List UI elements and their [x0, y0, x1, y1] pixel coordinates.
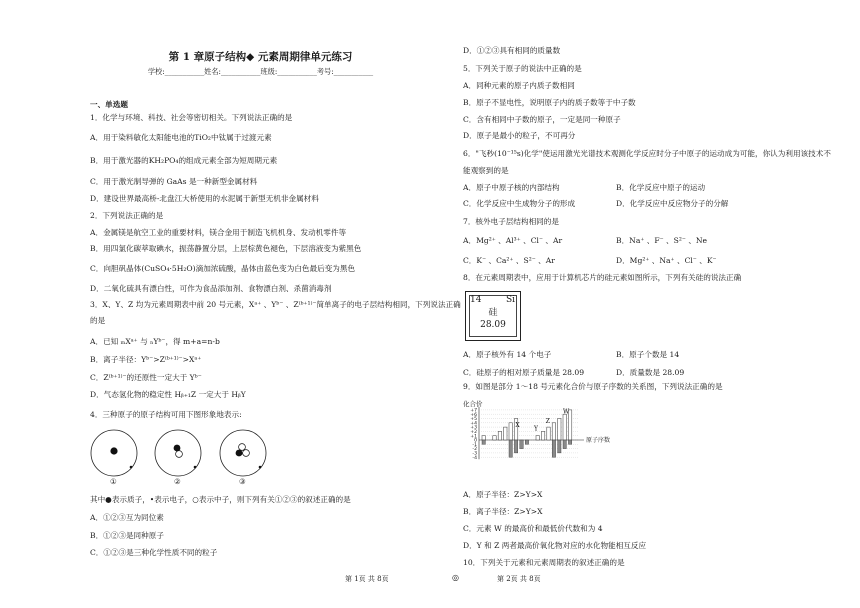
- left-question-line: 1．化学与环境、科技、社会等密切相关。下列说法正确的是: [90, 113, 293, 122]
- left-question-line: 2．下列说法正确的是: [90, 211, 164, 220]
- option-left: C．化学反应中生成物分子的形成: [463, 199, 576, 208]
- footer-page-right: 第 2页 共 8页: [497, 575, 541, 583]
- left-question-line: B．用于激光器的KH₂PO₄的组成元素全部为短周期元素: [90, 156, 278, 165]
- element-mass: 28.09: [480, 320, 506, 330]
- y-tick-label: -2: [472, 447, 477, 453]
- left-question-line: 4．三种原子的原子结构可用下图形象地表示:: [90, 410, 242, 419]
- bar-positive: [498, 431, 501, 440]
- option-left: A．原子中原子核的内部结构: [463, 183, 560, 192]
- bar-negative: [514, 440, 517, 453]
- bar-positive: [541, 431, 544, 440]
- y-tick-label: +6: [470, 412, 477, 418]
- bar-positive: [563, 414, 566, 440]
- bar-negative: [552, 440, 555, 457]
- bar-negative: [563, 440, 566, 449]
- valence-chart: [463, 400, 623, 480]
- y-tick-label: +3: [470, 425, 477, 431]
- element-symbol: Si: [505, 295, 515, 305]
- right-question-line: 10．下列关于元素和元素周期表的叙述正确的是: [463, 558, 625, 567]
- right-question-line: 能观察到的是: [463, 166, 509, 175]
- right-question-line: B．离子半径：Z>Y>X: [463, 507, 543, 516]
- bar-positive: [547, 427, 550, 440]
- y-tick-label: 0: [474, 438, 477, 444]
- left-question-line: D．建设世界最高桥-北盘江大桥使用的水泥属于新型无机非金属材料: [90, 194, 319, 203]
- right-question-line: 7．核外电子层结构相同的是: [463, 217, 559, 226]
- option-left: A．Mg²⁺ 、Al³⁺ 、Cl⁻ 、Ar: [463, 236, 563, 245]
- right-question-line: D．①②③具有相同的质量数: [463, 46, 561, 55]
- y-tick-label: +4: [470, 421, 477, 427]
- option-right: D．化学反应中反应物分子的分解: [616, 199, 729, 208]
- element-atomic-number: 14: [470, 295, 482, 305]
- atom-label-3: ③: [239, 477, 246, 486]
- section-heading: 一、单选题: [90, 100, 128, 109]
- option-right: D．质量数是 28.09: [616, 368, 685, 377]
- y-axis-label: 化合价: [463, 400, 483, 408]
- right-question-line: D．原子是最小的粒子，不可再分: [463, 131, 576, 140]
- y-tick-label: -4: [472, 455, 477, 461]
- bar-positive: [493, 436, 496, 440]
- atom-diagrams: [88, 428, 288, 488]
- left-question-line: A．金属镁是航空工业的重要材料，镁合金用于制造飞机机身、发动机零件等: [90, 228, 347, 237]
- y-tick-label: -3: [472, 451, 477, 457]
- bar-negative: [509, 440, 512, 457]
- bar-negative: [482, 440, 485, 444]
- left-question-line: 3．X、Y、Z 均为元素周期表中前 20 号元素，Xᵃ⁺ 、Yᵇ⁻ 、Z⁽ᵇ⁺¹⁾⁻简单离子的电子层结构相同，下列说法正确: [90, 300, 461, 309]
- point-label-z: Z: [545, 417, 550, 425]
- footer-binding-mark: ◎: [452, 573, 459, 582]
- atom-3: [220, 430, 266, 476]
- bar-negative: [525, 440, 528, 444]
- bar-negative: [568, 440, 571, 444]
- bar-positive: [536, 436, 539, 440]
- left-question-line: C．Z⁽ᵇ⁺¹⁾⁻的还原性一定大于 Yᵇ⁻: [90, 373, 202, 382]
- option-right: B．原子个数是 14: [616, 350, 680, 359]
- left-question-line: C．向胆矾晶体(CuSO₄·5H₂O)滴加浓硫酸，晶体由蓝色变为白色最后变为黑色: [90, 264, 356, 273]
- bar-negative: [558, 440, 561, 453]
- x-axis-label: 原子序数: [586, 437, 611, 444]
- right-question-line: C．含有相同中子数的原子，一定是同一种原子: [463, 115, 621, 124]
- atom-1: [91, 430, 137, 476]
- y-tick-label: +5: [470, 417, 477, 423]
- right-question-line: A．同种元素的原子内质子数相同: [463, 81, 575, 90]
- y-tick-label: +7: [470, 408, 477, 414]
- left-question-line: D．气态氢化物的稳定性 Hᵦ₊₁Z 一定大于 HᵦY: [90, 390, 246, 399]
- left-question-line: C．①②③是三种化学性质不同的粒子: [90, 548, 218, 557]
- option-right: D．Mg²⁺ 、Na⁺ 、Cl⁻ 、K⁻: [616, 256, 717, 265]
- y-tick-label: +2: [470, 430, 477, 435]
- left-question-line: A．①②③互为同位素: [90, 513, 164, 522]
- option-left: A．原子核外有 14 个电子: [463, 350, 552, 359]
- right-question-line: 5．下列关于原子的说法中正确的是: [463, 64, 582, 73]
- left-question-line: 的是: [90, 316, 106, 325]
- left-question-line: B．用四氯化碳萃取碘水，振荡静置分层，上层棕黄色褪色，下层溶液变为紫黑色: [90, 244, 362, 253]
- point-label-x: X: [515, 422, 520, 430]
- element-name: 硅: [488, 308, 498, 318]
- left-question-line: 其中●表示质子，•表示电子，○表示中子，则下列有关①②③的叙述正确的是: [90, 495, 351, 504]
- option-right: B．Na⁺ 、F⁻ 、S²⁻ 、Ne: [616, 236, 708, 245]
- footer-page-left: 第 1页 共 8页: [345, 575, 389, 583]
- left-question-line: C．用于激光制导弹的 GaAs 是一种新型金属材料: [90, 177, 258, 186]
- bar-positive: [504, 427, 507, 440]
- silicon-element-box: [465, 291, 521, 341]
- right-question-line: A．原子半径：Z>Y>X: [463, 490, 543, 499]
- left-question-line: B．离子半径：Yᵇ⁻>Z⁽ᵇ⁺¹⁾⁻>Xᵃ⁺: [90, 355, 202, 364]
- bar-positive: [482, 436, 485, 440]
- left-question-line: D．二氧化硫具有漂白性，可作为食品添加剂、食物漂白剂、杀菌消毒剂: [90, 284, 332, 293]
- student-info-line: 学校:___________姓名:___________班级:___________考号:___________: [147, 67, 374, 76]
- bar-positive: [552, 423, 555, 440]
- point-label-y: Y: [534, 425, 538, 433]
- bar-positive: [558, 419, 561, 441]
- right-question-line: D．Y 和 Z 两者最高价氧化物对应的水化物能相互反应: [463, 541, 647, 550]
- left-question-line: A．用于染料敏化太阳能电池的TiO₂中钛属于过渡元素: [90, 133, 272, 142]
- right-question-line: B．原子不显电性，说明原子内的质子数等于中子数: [463, 98, 636, 107]
- left-question-line: B．①②③是同种原子: [90, 531, 164, 540]
- bar-positive: [509, 423, 512, 440]
- right-question-line: 8．在元素周期表中，应用于计算机芯片的硅元素如图所示，下列有关硅的说法正确: [463, 273, 742, 282]
- atom-label-2: ②: [174, 477, 181, 486]
- point-label-w: W: [563, 408, 570, 416]
- option-right: B．化学反应中原子的运动: [616, 183, 706, 192]
- right-question-line: C．元素 W 的最高价和最低价代数和为 4: [463, 524, 603, 533]
- right-question-line: 9．如图是部分 1～18 号元素化合价与原子序数的关系图，下列说法正确的是: [463, 382, 723, 391]
- bar-negative: [520, 440, 523, 449]
- atom-2: [155, 430, 201, 476]
- page-title: 第 1 章原子结构◆ 元素周期律单元练习: [168, 51, 353, 63]
- option-left: C．硅原子的相对原子质量是 28.09: [463, 368, 585, 377]
- option-left: C．K⁻ 、Ca²⁺ 、S²⁻ 、Ar: [463, 256, 555, 265]
- y-tick-label: +1: [470, 434, 477, 440]
- right-question-line: 6．"飞秒(10⁻¹⁵s)化学"使运用激光光谱技术观测化学反应时分子中原子的运动成为可能，你认为利用该技术不: [463, 149, 831, 158]
- atom-label-1: ①: [110, 477, 117, 486]
- y-tick-label: -1: [472, 442, 477, 448]
- left-question-line: A．已知 ₘXᵃ⁺ 与 ₙYᵇ⁻，得 m+a=n-b: [90, 337, 220, 346]
